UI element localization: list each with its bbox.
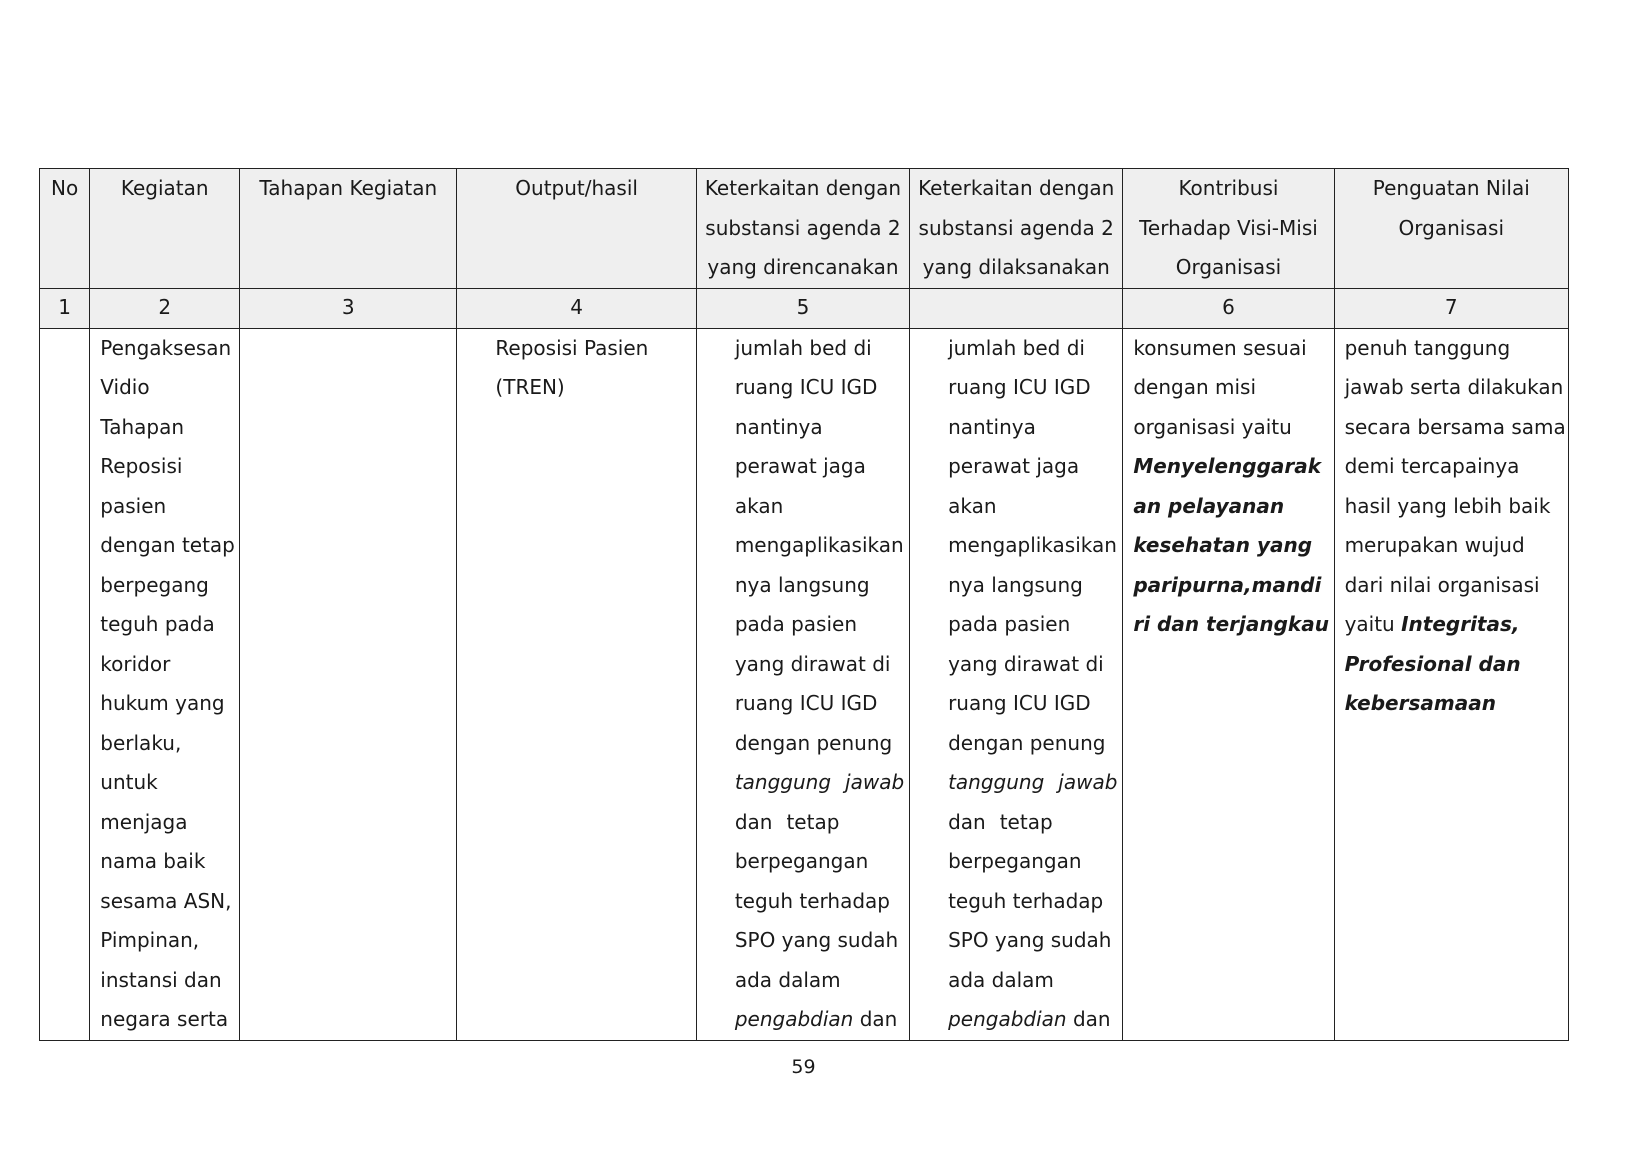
column-number: 7 (1334, 288, 1568, 328)
header-line: Kontribusi (1178, 176, 1279, 200)
cell-line: pasien (100, 493, 167, 518)
cell-line: SPO yang sudah (734, 928, 899, 952)
column-number: 4 (457, 288, 696, 328)
italic-text: jawab (1058, 770, 1118, 794)
cell-line: dengan penung (948, 730, 1106, 755)
column-number: 5 (696, 288, 909, 328)
header-line: Keterkaitan dengan (918, 176, 1115, 200)
bold-italic-text: Integritas, (1401, 612, 1520, 636)
plain-text: tetap (786, 809, 840, 834)
cell-line: hukum yang (100, 691, 225, 715)
header-penguatan-nilai (1334, 169, 1568, 289)
header-line: Terhadap Visi-Misi (1139, 215, 1318, 240)
cell-line: teguh terhadap (734, 888, 890, 913)
header-line: Organisasi (1175, 255, 1282, 279)
cell-line: instansi dan (100, 967, 222, 992)
cell-line: berlaku, (100, 730, 182, 755)
column-number: 1 (40, 288, 90, 328)
bold-italic-line: kebersamaan (1344, 691, 1496, 715)
cell-line (948, 763, 1118, 803)
header-kontribusi (1123, 169, 1334, 289)
cell-line: yang dirawat di (734, 651, 891, 676)
cell-line: (TREN) (495, 375, 565, 399)
cell-line: ruang ICU IGD (948, 375, 1091, 399)
cell-line: ada dalam (734, 967, 841, 992)
header-line: Organisasi (1398, 215, 1504, 240)
cell-line: dengan misi (1133, 375, 1257, 399)
italic-text: tanggung (948, 770, 1045, 794)
cell-line: negara serta (100, 1007, 229, 1031)
cell-line: akan (734, 493, 784, 518)
cell-line: ruang ICU IGD (734, 375, 878, 399)
cell-kontribusi (1123, 328, 1334, 1040)
cell-line (735, 1000, 905, 1040)
plain-text: yaitu (1344, 612, 1402, 636)
cell-line (1345, 605, 1564, 645)
cell-penguatan-nilai (1334, 328, 1568, 1040)
bold-italic-line: paripurna,mandi (1133, 572, 1322, 597)
cell-line: koridor (100, 651, 171, 676)
cell-line: pada pasien (948, 612, 1071, 636)
cell-line: nantinya (948, 414, 1036, 439)
page-number: 59 (791, 1056, 816, 1078)
column-number: 2 (90, 288, 240, 328)
header-keterkaitan-dilaksanakan (910, 169, 1123, 289)
cell-no (40, 328, 90, 1040)
cell-line: mengaplikasikan (948, 533, 1117, 557)
cell-line: merupakan wujud (1344, 533, 1525, 557)
bold-italic-line: Profesional dan (1344, 651, 1521, 676)
bold-italic-line: ri dan terjangkau (1133, 612, 1329, 636)
cell-line: berpegangan (948, 849, 1082, 873)
cell-line: jumlah bed di (734, 335, 872, 360)
cell-line: demi tercapainya (1344, 454, 1520, 478)
cell-line: Reposisi (100, 454, 183, 478)
column-number-row (40, 288, 1569, 328)
cell-line: ruang ICU IGD (948, 691, 1091, 715)
bold-italic-line: an pelayanan (1133, 493, 1285, 518)
header-line: Penguatan Nilai (1372, 176, 1530, 200)
cell-line (948, 1000, 1118, 1040)
header-line: yang direncanakan (707, 255, 899, 279)
cell-line: sesama ASN, (100, 888, 232, 913)
column-number: 6 (1123, 288, 1334, 328)
cell-line: nantinya (734, 414, 823, 439)
cell-line: Reposisi Pasien (495, 335, 649, 360)
plain-text: dan (948, 809, 986, 834)
bold-italic-line: Menyelenggarak (1133, 454, 1322, 478)
cell-line: penuh tanggung (1344, 335, 1511, 360)
cell-tahapan-kegiatan (240, 328, 457, 1040)
cell-line: pada pasien (734, 612, 857, 636)
plain-text: dan (1066, 1007, 1111, 1031)
cell-line: secara bersama sama (1344, 414, 1566, 439)
cell-line: teguh terhadap (948, 888, 1104, 913)
cell-line: dengan tetap (100, 533, 235, 557)
report-table (39, 168, 1569, 1041)
cell-line: nya langsung (734, 572, 870, 597)
italic-text: pengabdian (734, 1007, 854, 1031)
cell-line: akan (948, 493, 997, 518)
plain-text: dan (853, 1007, 898, 1031)
plain-text: tetap (999, 809, 1053, 834)
cell-line: yang dirawat di (948, 651, 1104, 676)
cell-line (948, 803, 1118, 843)
cell-line: dengan penung (734, 730, 893, 755)
cell-line: hasil yang lebih baik (1344, 493, 1551, 518)
cell-line: nya langsung (948, 572, 1083, 597)
header-line: yang dilaksanakan (922, 255, 1110, 279)
header-line: substansi agenda 2 (918, 215, 1114, 240)
cell-line (735, 763, 905, 803)
cell-line (735, 803, 905, 843)
cell-line: berpegang (100, 572, 209, 597)
italic-text: pengabdian (948, 1007, 1067, 1031)
cell-line: perawat jaga (734, 454, 866, 478)
header-line: substansi agenda 2 (705, 215, 901, 240)
table-row (40, 328, 1569, 1040)
cell-line: untuk (100, 770, 158, 794)
header-output-hasil: Output/hasil (457, 169, 696, 289)
cell-line: berpegangan (734, 849, 869, 873)
cell-line: SPO yang sudah (948, 928, 1112, 952)
header-keterkaitan-direncanakan (696, 169, 909, 289)
cell-line: teguh pada (100, 612, 215, 636)
cell-line: menjaga (100, 809, 188, 834)
cell-kegiatan (90, 328, 240, 1040)
cell-line: organisasi yaitu (1133, 414, 1292, 439)
cell-line: nama baik (100, 849, 206, 873)
cell-line: jumlah bed di (948, 335, 1085, 360)
plain-text: dan (734, 809, 773, 834)
cell-line: Pengaksesan (100, 335, 232, 360)
cell-keterkaitan-dilaksanakan (910, 328, 1123, 1040)
bold-italic-line: kesehatan yang (1133, 533, 1313, 557)
cell-output-hasil (457, 328, 696, 1040)
cell-line: jawab serta dilakukan (1344, 375, 1564, 399)
cell-line: perawat jaga (948, 454, 1080, 478)
cell-line: mengaplikasikan (734, 533, 904, 557)
header-no: No (40, 169, 90, 289)
cell-line: konsumen sesuai (1133, 335, 1307, 360)
table-header-row (40, 169, 1569, 289)
italic-text: jawab (845, 770, 905, 794)
column-number (910, 288, 1123, 328)
header-kegiatan: Kegiatan (90, 169, 240, 289)
italic-text: tanggung (734, 770, 832, 794)
cell-line: ada dalam (948, 967, 1054, 992)
cell-line: ruang ICU IGD (734, 691, 878, 715)
cell-line: dari nilai organisasi (1344, 572, 1540, 597)
cell-line: Tahapan (100, 414, 185, 439)
cell-line: Pimpinan, (100, 928, 200, 952)
cell-keterkaitan-direncanakan (696, 328, 909, 1040)
header-line: Keterkaitan dengan (704, 176, 902, 200)
column-number: 3 (240, 288, 457, 328)
header-tahapan-kegiatan: Tahapan Kegiatan (240, 169, 457, 289)
cell-line: Vidio (100, 375, 150, 399)
